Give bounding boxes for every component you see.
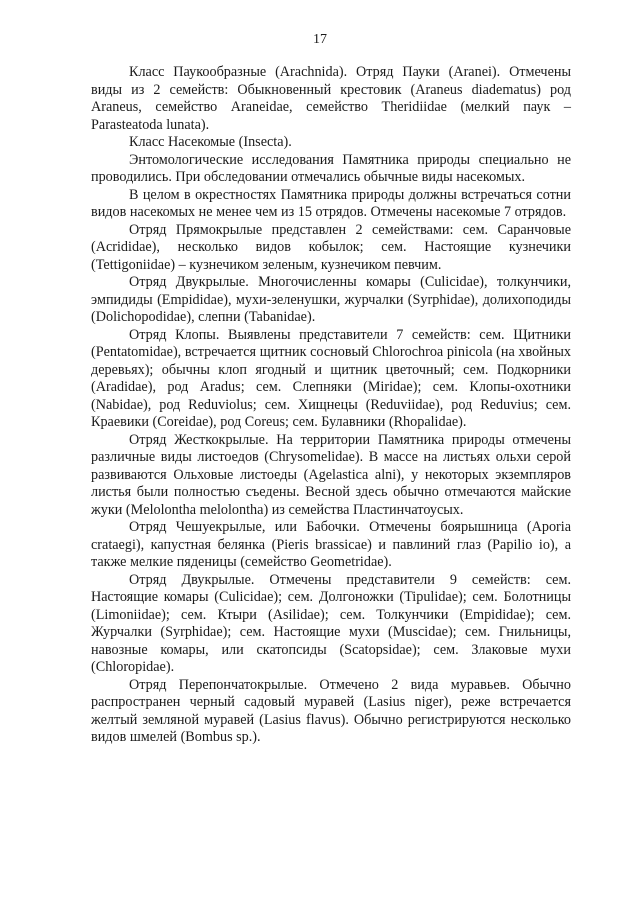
paragraph-diptera-families: Отряд Двукрылые. Отмечены представители 9 семейств: сем. Настоящие комары (Culicidae); сем. Долгоножки (Tipulidae); сем. Болотницы (Limoniidae); сем. Ктыри (Asilidae); сем. Толкунчики (Empididae); сем. Журчалки (Syrphidae); сем. Настоящие мухи (Muscidae); сем. Гнильницы, навозные комары, или скатопсиды (Scatopsidae); сем. Злаковые мухи (Chloropidae). [91,571,571,675]
page-number: 17 [313,32,327,47]
paragraph-hemiptera: Отряд Клопы. Выявлены представители 7 семейств: сем. Щитники (Pentatomidae), встречается щитник сосновый Chlorochroa pinicola (на хвойных деревьях); обычны клоп ягодный и щитник цветочный; сем. Подкорники (Aradidae), род Aradus; сем. Слепняки (Miridae); сем. Клопы-охотники (Nabidae), род Reduviolus; сем. Хищнецы (Reduviidae), род Reduvius; сем. Краевики (Coreidae), род Coreus; сем. Булавники (Rhopalidae). [91,326,571,430]
body-text [91,64,571,747]
paragraph-diptera-general: Отряд Двукрылые. Многочисленны комары (Culicidae), толкунчики, эмпидиды (Empididae), мухи-зеленушки, журчалки (Syrphidae), долихоподиды (Dolichopodidae), слепни (Tabanidae). [91,274,571,325]
paragraph-insecta-heading: Класс Насекомые (Insecta). [129,134,292,150]
paragraph-coleoptera: Отряд Жесткокрылые. На территории Памятника природы отмечены различные виды листоедов (Chrysomelidae). В массе на листьях ольхи серой развиваются Ольховые листоеды (Agelastica alni), у некоторых экземпляров листья были полностью съедены. Весной здесь обычно отмечаются майские жуки (Melolontha melolontha) из семейства Пластинчатоусых. [91,431,571,518]
paragraph-overview: В целом в окрестностях Памятника природы должны встречаться сотни видов насекомых не менее чем из 15 отрядов. Отмечены насекомые 7 отрядов. [91,186,571,220]
paragraph-research-note: Энтомологические исследования Памятника природы специально не проводились. При обследовании отмечались обычные виды насекомых. [91,151,571,185]
paragraph-orthoptera: Отряд Прямокрылые представлен 2 семействами: сем. Саранчовые (Acrididae), несколько видов кобылок; сем. Настоящие кузнечики (Tettigoniidae) – кузнечиком зеленым, кузнечиком певчим. [91,221,571,273]
paragraph-hymenoptera: Отряд Перепончатокрылые. Отмечено 2 вида муравьев. Обычно распространен черный садовый муравей (Lasius niger), реже встречается желтый земляной муравей (Lasius flavus). Обычно регистрируются несколько видов шмелей (Bombus sp.). [91,676,571,745]
paragraph-lepidoptera: Отряд Чешуекрылые, или Бабочки. Отмечены боярышница (Aporia crataegi), капустная белянка (Pieris brassicae) и павлиний глаз (Papilio io), а также мелкие пяденицы (семейство Geometridae). [91,519,571,570]
paragraph-arachnida: Класс Паукообразные (Arachnida). Отряд Пауки (Aranei). Отмечены виды из 2 семейств: Обыкновенный крестовик (Araneus diadematus) род Araneus, семейство Araneidae, семейство Theridiidae (мелкий паук – Parasteatoda lunata). [91,64,571,133]
